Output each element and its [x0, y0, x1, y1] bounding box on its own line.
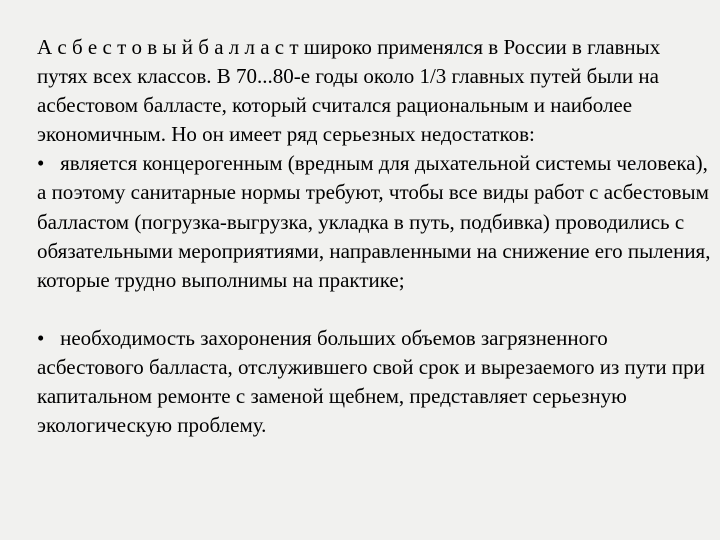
bullet-marker: •: [37, 151, 45, 176]
intro-body-text: широко применялся в России в главных путях всех классов. В 70...80-е годы около 1/3 главных путей были на асбестовом балласте, который считался рациональным и наиболее экономичным. Но он имеет ряд серьезных недостатков:: [37, 35, 661, 147]
bullet-text: является концерогенным (вредным для дыхательной системы человека), а поэтому санитарные нормы требуют, чтобы все виды работ с асбестовым балластом (погрузка-выгрузка, укладка в путь, подбивка) проводились с обязательными мероприятиями, направленными на снижение его пыления, которые трудно выполнимы на практике;: [37, 151, 711, 292]
bullet-text: необходимость захоронения больших объемов загрязненного асбестового балласта, отслужившего свой срок и вырезаемого из пути при капитальном ремонте с заменой щебнем, представляет серьезную экологическую проблему.: [37, 325, 705, 438]
bullet-item-2: [37, 324, 712, 440]
intro-paragraph: [37, 33, 712, 149]
slide-text-block: [37, 33, 712, 440]
intro-lead-term: А с б е с т о в ы й б а л л а с т: [37, 35, 299, 59]
bullet-marker: •: [37, 325, 45, 350]
paragraph-gap: [37, 295, 712, 324]
bullet-item-1: [37, 149, 712, 294]
